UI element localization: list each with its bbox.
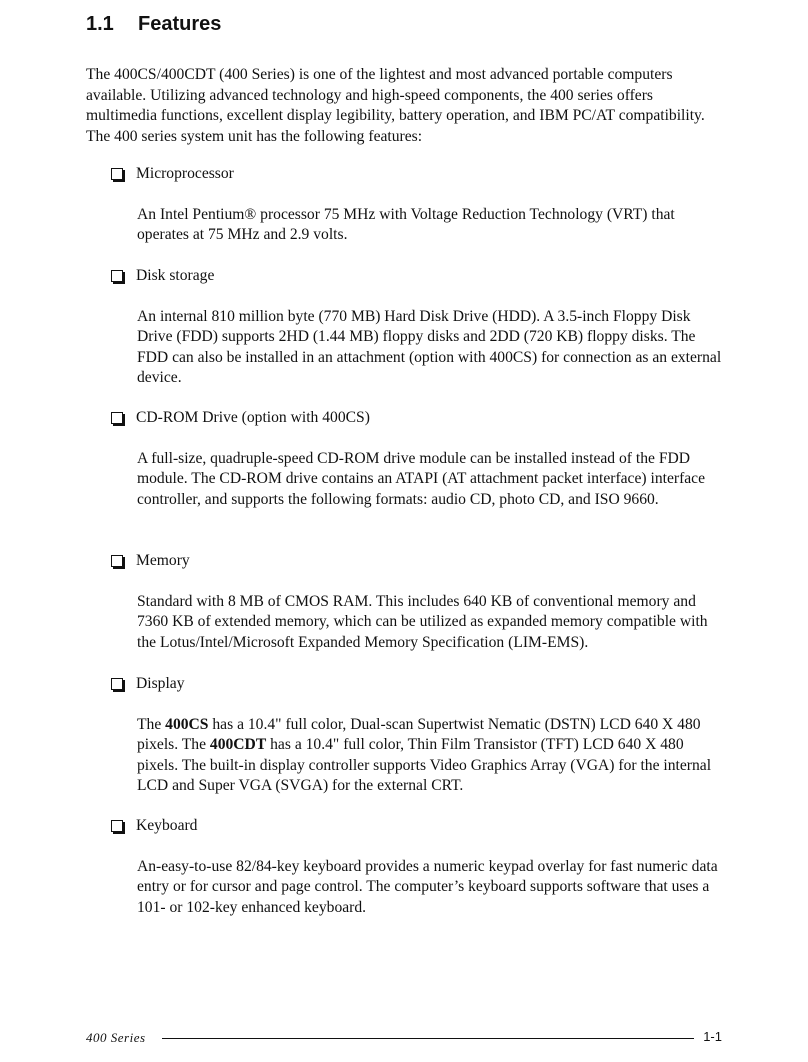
section-heading xyxy=(86,13,221,36)
feature-title: Display xyxy=(136,675,185,692)
checkbox-bullet-icon xyxy=(111,270,123,282)
checkbox-bullet-icon xyxy=(111,168,123,180)
checkbox-bullet-icon xyxy=(111,678,123,690)
feature-cd-rom-drive xyxy=(110,408,730,510)
feature-body: Standard with 8 MB of CMOS RAM. This includes 640 KB of conventional memory and 7360 KB of extended memory, which can be utilized as expanded memory compatible with the Lotus/Intel/Microsoft Expanded Memory Specification (LIM-EMS). xyxy=(137,592,708,651)
section-title: Features xyxy=(138,13,222,35)
feature-body: A full-size, quadruple-speed CD-ROM drive module can be installed instead of the FDD module. The CD-ROM drive contains an ATAPI (AT attachment packet interface) interface controller, and supports the following formats: audio CD, photo CD, and ISO 9660. xyxy=(137,449,706,508)
feature-body xyxy=(137,715,722,797)
body-text: has a 10.4" full color, Thin Film Transistor (TFT) LCD 640 X 480 pixels. The built-in display controller supports Video Graphics Array (VGA) for the internal LCD and Super VGA (SVGA) for the external CRT. xyxy=(137,736,712,794)
feature-title: Disk storage xyxy=(136,267,215,284)
feature-body: An-easy-to-use 82/84-key keyboard provides a numeric keypad overlay for fast numeric data entry or for cursor and page control. The computer’s keyboard supports software that uses a 101- or 102-key enhanced keyboard. xyxy=(137,857,718,916)
checkbox-bullet-icon xyxy=(111,412,123,424)
feature-keyboard xyxy=(110,816,730,918)
model-name-400cdt: 400CDT xyxy=(209,736,267,753)
feature-body: An Intel Pentium® processor 75 MHz with Voltage Reduction Technology (VRT) that operates at 75 MHz and 2.9 volts. xyxy=(137,205,675,243)
feature-microprocessor xyxy=(110,164,730,246)
body-text: has a 10.4" full color, Dual-scan Supertwist Nematic (DSTN) LCD 640 X 480 pixels. The xyxy=(137,715,701,753)
page-number: 1-1 xyxy=(703,1029,722,1044)
feature-title: Microprocessor xyxy=(136,165,234,182)
checkbox-bullet-icon xyxy=(111,820,123,832)
feature-disk-storage xyxy=(110,266,730,389)
footer-rule xyxy=(162,1038,694,1039)
checkbox-bullet-icon xyxy=(111,555,123,567)
feature-title: CD-ROM Drive (option with 400CS) xyxy=(136,409,370,426)
feature-title: Keyboard xyxy=(136,817,198,834)
feature-memory xyxy=(110,551,730,653)
feature-title: Memory xyxy=(136,552,190,569)
feature-body: An internal 810 million byte (770 MB) Hard Disk Drive (HDD). A 3.5-inch Floppy Disk Drive (FDD) supports 2HD (1.44 MB) floppy disks and 2DD (720 KB) floppy disks. The FDD can also be installed in an attachment (option with 400CS) for connection as an external device. xyxy=(137,307,722,386)
model-name-400cs: 400CS xyxy=(165,715,209,733)
body-text: The xyxy=(137,715,166,733)
feature-display xyxy=(110,674,730,797)
footer-series: 400 Series xyxy=(86,1030,146,1045)
page-footer xyxy=(86,1028,722,1048)
intro-paragraph: The 400CS/400CDT (400 Series) is one of the lightest and most advanced portable computers available. Utilizing advanced technology and high-speed components, the 400 series offers multimedia functions, excellent display legibility, battery operation, and IBM PC/AT compatibility. The 400 series system unit has the following features: xyxy=(86,66,705,145)
section-number: 1.1 xyxy=(86,13,114,35)
